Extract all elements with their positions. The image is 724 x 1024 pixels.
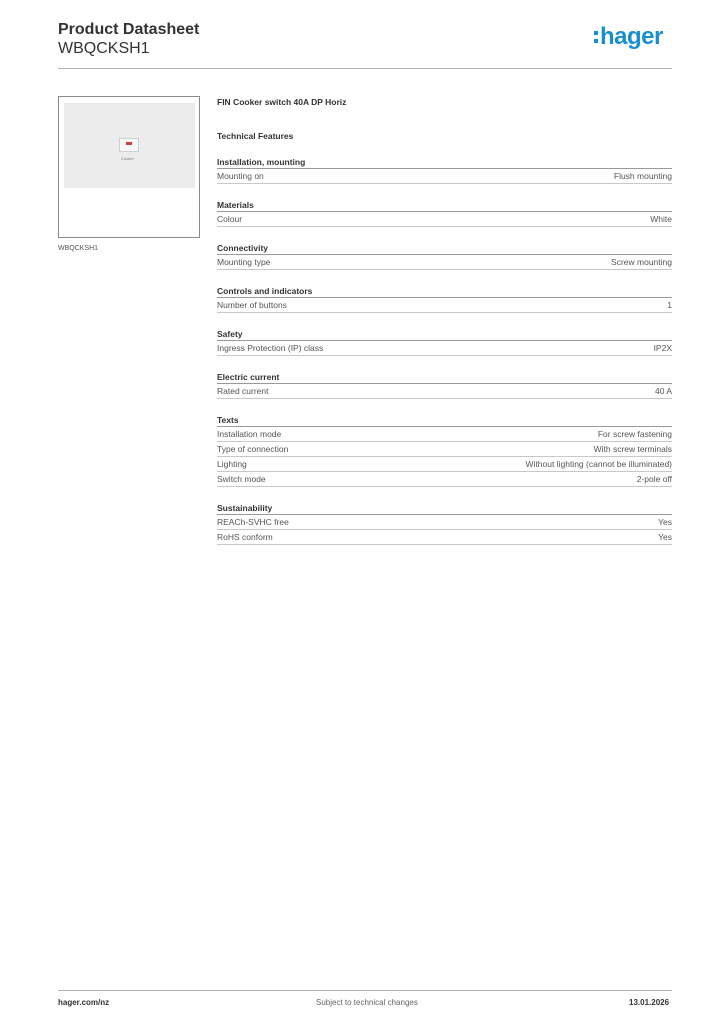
technical-features-heading: Technical Features <box>217 131 294 141</box>
page-title: Product Datasheet <box>58 21 200 38</box>
spec-label: Installation mode <box>217 429 282 439</box>
group-spacer <box>217 184 672 193</box>
spec-value: 2-pole off <box>636 474 672 484</box>
spec-group-title: Materials <box>217 199 672 212</box>
group-spacer <box>217 487 672 496</box>
spec-value: Screw mounting <box>611 257 672 267</box>
spec-row <box>217 515 672 530</box>
spec-label: Number of buttons <box>217 300 287 310</box>
header-divider <box>58 68 672 69</box>
hager-logo <box>594 25 663 49</box>
spec-row <box>217 298 672 313</box>
group-spacer <box>217 399 672 408</box>
spec-row <box>217 384 672 399</box>
spec-label: RoHS conform <box>217 532 273 542</box>
spec-label: Lighting <box>217 459 247 469</box>
product-name: FIN Cooker switch 40A DP Horiz <box>217 97 347 107</box>
footer-divider <box>58 990 672 991</box>
spec-row <box>217 472 672 487</box>
spec-row <box>217 530 672 545</box>
spec-group-title: Installation, mounting <box>217 156 672 169</box>
spec-group-title: Controls and indicators <box>217 285 672 298</box>
spec-value: With screw terminals <box>593 444 672 454</box>
spec-value: Yes <box>658 532 672 542</box>
spec-group <box>217 371 672 399</box>
footer-date: 13.01.2026 <box>629 998 670 1007</box>
spec-row <box>217 341 672 356</box>
spec-value: Yes <box>658 517 672 527</box>
spec-group <box>217 502 672 545</box>
spec-value: Flush mounting <box>613 171 672 181</box>
switch-indicator-mark <box>126 142 132 145</box>
spec-group-title: Safety <box>217 328 672 341</box>
spec-group-title: Connectivity <box>217 242 672 255</box>
spec-label: Switch mode <box>217 474 266 484</box>
group-spacer <box>217 227 672 236</box>
spec-row <box>217 442 672 457</box>
group-spacer <box>217 313 672 322</box>
spec-label: Mounting on <box>217 171 264 181</box>
footer-notice: Subject to technical changes <box>316 998 418 1007</box>
spec-label: REACh-SVHC free <box>217 517 289 527</box>
spec-row <box>217 255 672 270</box>
spec-group <box>217 414 672 487</box>
product-code: WBQCKSH1 <box>58 40 150 57</box>
spec-group <box>217 156 672 184</box>
group-spacer <box>217 270 672 279</box>
spec-group <box>217 328 672 356</box>
spec-row <box>217 457 672 472</box>
spec-label: Type of connection <box>217 444 289 454</box>
spec-row <box>217 169 672 184</box>
footer-website: hager.com/nz <box>58 998 110 1007</box>
spec-value: 1 <box>667 300 672 310</box>
spec-group <box>217 285 672 313</box>
spec-group-title: Sustainability <box>217 502 672 515</box>
spec-group <box>217 199 672 227</box>
spec-label: Mounting type <box>217 257 271 267</box>
spec-row <box>217 212 672 227</box>
spec-value: For screw fastening <box>597 429 672 439</box>
spec-label: Colour <box>217 214 243 224</box>
spec-label: Rated current <box>217 386 269 396</box>
spec-table <box>217 156 672 545</box>
spec-group-title: Texts <box>217 414 672 427</box>
spec-group <box>217 242 672 270</box>
hager-logo-text: hager <box>600 23 663 50</box>
spec-value: White <box>650 214 672 224</box>
product-image-caption: WBQCKSH1 <box>58 245 99 252</box>
spec-row <box>217 427 672 442</box>
spec-value: IP2X <box>653 343 672 353</box>
spec-group-title: Electric current <box>217 371 672 384</box>
switch-rocker-icon <box>119 138 139 152</box>
spec-value: Without lighting (cannot be illuminated) <box>525 459 672 469</box>
plate-label: Cooker <box>121 156 134 161</box>
hager-dots-icon <box>594 31 598 43</box>
group-spacer <box>217 356 672 365</box>
spec-value: 40 A <box>654 386 672 396</box>
spec-label: Ingress Protection (IP) class <box>217 343 324 353</box>
